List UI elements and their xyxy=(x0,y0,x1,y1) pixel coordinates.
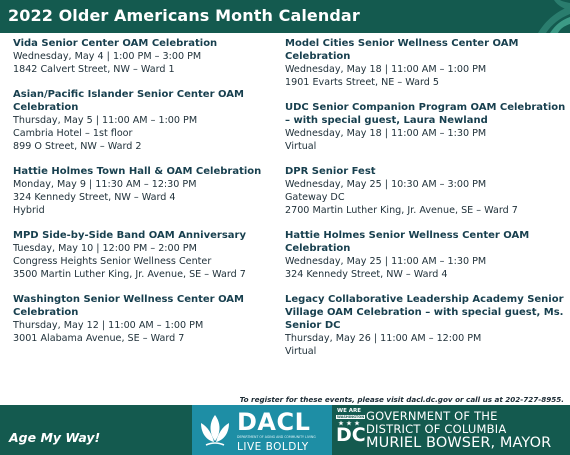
event-date: Wednesday, May 18 | 11:00 AM – 1:30 PM xyxy=(285,128,487,139)
event-title: Model Cities Senior Wellness Center OAM Celebration xyxy=(285,38,519,62)
event-title: Hattie Holmes Town Hall & OAM Celebration xyxy=(13,166,262,177)
event-title: Vida Senior Center OAM Celebration xyxy=(13,38,218,49)
event-title: Washington Senior Wellness Center OAM Celebration xyxy=(13,294,245,318)
event-location: Cambria Hotel – 1st floor xyxy=(13,128,133,139)
event-item xyxy=(13,165,275,217)
dacl-full-name: DEPARTMENT OF AGING AND COMMUNITY LIVING xyxy=(237,435,316,439)
lotus-icon xyxy=(198,411,232,447)
event-address: 324 Kennedy Street, NW – Ward 4 xyxy=(285,269,448,280)
header-leaf-decoration-icon xyxy=(534,0,570,33)
dacl-name: DACL xyxy=(237,408,311,436)
event-date: Monday, May 9 | 11:30 AM – 12:30 PM xyxy=(13,179,197,190)
event-address: 3001 Alabama Avenue, SE – Ward 7 xyxy=(13,333,185,344)
event-item xyxy=(285,37,567,89)
footer-tagline: Age My Way! xyxy=(9,430,101,445)
event-item xyxy=(285,101,567,153)
page-title: 2022 Older Americans Month Calendar xyxy=(8,6,360,25)
event-item xyxy=(13,229,275,281)
event-format: Virtual xyxy=(285,346,317,357)
event-item xyxy=(13,37,275,76)
event-date: Wednesday, May 25 | 11:00 AM – 1:30 PM xyxy=(285,256,487,267)
event-address: 899 O Street, NW – Ward 2 xyxy=(13,141,142,152)
dacl-slogan: LIVE BOLDLY xyxy=(237,441,309,453)
event-title: Legacy Collaborative Leadership Academy Senior Village OAM Celebration – with special guest, Ms. Senior DC xyxy=(285,294,564,331)
event-address: 2700 Martin Luther King, Jr. Avenue, SE – Ward 7 xyxy=(285,205,518,216)
we-are-text: WE ARE xyxy=(337,408,361,414)
events-column-right xyxy=(285,37,567,370)
event-format: Hybrid xyxy=(13,205,45,216)
event-title: Asian/Pacific Islander Senior Center OAM Celebration xyxy=(13,89,244,113)
event-item xyxy=(13,88,275,153)
event-item xyxy=(285,229,567,281)
event-address: 3500 Martin Luther King, Jr. Avenue, SE – Ward 7 xyxy=(13,269,246,280)
event-title: MPD Side-by-Side Band OAM Anniversary xyxy=(13,230,246,241)
event-date: Thursday, May 5 | 11:00 AM – 1:00 PM xyxy=(13,115,198,126)
dacl-logo xyxy=(192,405,332,455)
event-format: Virtual xyxy=(285,141,317,152)
we-are-dc-mark xyxy=(336,408,366,452)
event-location: 1842 Calvert Street, NW – Ward 1 xyxy=(13,64,175,75)
event-date: Wednesday, May 4 | 1:00 PM – 3:00 PM xyxy=(13,51,202,62)
event-item xyxy=(285,293,567,358)
event-date: Wednesday, May 18 | 11:00 AM – 1:00 PM xyxy=(285,64,487,75)
event-title: UDC Senior Companion Program OAM Celebration – with special guest, Laura Newland xyxy=(285,102,566,126)
event-date: Thursday, May 12 | 11:00 AM – 1:00 PM xyxy=(13,320,204,331)
event-title: DPR Senior Fest xyxy=(285,166,376,177)
event-date: Wednesday, May 25 | 10:30 AM – 3:00 PM xyxy=(285,179,487,190)
washington-text: WASHINGTON xyxy=(337,415,365,419)
mayor-name: MURIEL BOWSER, MAYOR xyxy=(366,435,552,451)
event-item xyxy=(285,165,567,217)
event-title: Hattie Holmes Senior Wellness Center OAM Celebration xyxy=(285,230,530,254)
event-date: Thursday, May 26 | 11:00 AM – 12:00 PM xyxy=(285,333,482,344)
event-location: Congress Heights Senior Wellness Center xyxy=(13,256,212,267)
government-line-1: GOVERNMENT OF THE xyxy=(366,409,498,423)
dc-letters: DC xyxy=(336,424,366,446)
events-column-left xyxy=(13,37,275,357)
event-address: 324 Kennedy Street, NW – Ward 4 xyxy=(13,192,176,203)
government-line-2: DISTRICT OF COLUMBIA xyxy=(366,422,507,436)
dc-government-logo xyxy=(336,405,570,455)
header-bar xyxy=(0,0,570,33)
event-item xyxy=(13,293,275,345)
event-address: 1901 Evarts Street, NE – Ward 5 xyxy=(285,77,439,88)
registration-note: To register for these events, please visit dacl.dc.gov or call us at 202-727-8955. xyxy=(239,395,564,404)
event-date: Tuesday, May 10 | 12:00 PM – 2:00 PM xyxy=(13,243,197,254)
event-location: Gateway DC xyxy=(285,192,345,203)
